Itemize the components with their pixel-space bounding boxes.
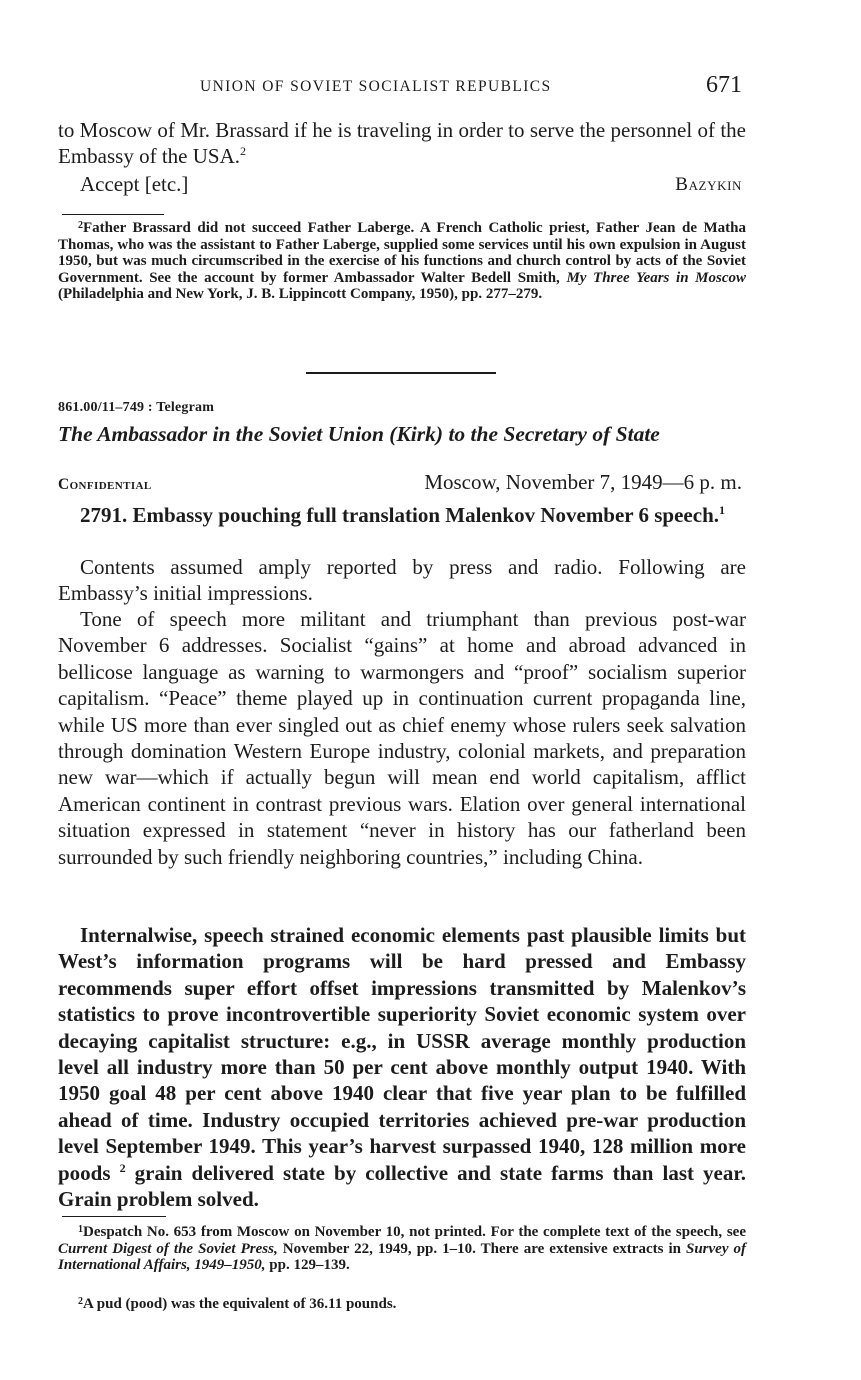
place-date: Moscow, November 7, 1949—6 p. m. [424, 470, 742, 494]
signature: Bazykin [675, 174, 742, 195]
title-part: The Ambassador in the Soviet Union ( [58, 422, 397, 446]
paragraph-3-text: Tone of speech more militant and triumphant than previous post-war November 6 addresses. Socialist “gains” at home and abroad advanced in bellicose language as warning to warmongers and “proof” socialism superior capitalism. “Peace” theme played up in continuation current propaganda line, while US more than ever singled out as chief enemy whose rulers seek salvation through domination Western Europe industry, colonial markets, and preparation new war—which if actually begun will mean end world capitalism, afflict American continent in contrast previous wars. Elation over general international situation expressed in statement “never in history has our fatherland been surrounded by such friendly neighboring countries,” including China. [58, 607, 746, 869]
paragraph-4 [58, 922, 746, 1212]
document-title [58, 422, 746, 447]
footnote-separator [62, 214, 164, 215]
paragraph-4-text: Internalwise, speech strained economic elements past plausible limits but West’s information programs will be hard pressed and Embassy recommends super effort offset impressions transmitted by Malenkov’s statistics to prove incontrovertible superiority Soviet economic system over decaying capitalist structure: e.g., in USSR average monthly production level all industry more than 50 per cent above monthly output 1940. With 1950 goal 48 per cent above 1940 clear that five year plan to be fulfilled ahead of time. Industry occupied territories achieved pre-war production level September 1949. This year’s harvest surpassed 1940, 128 million more poods [58, 923, 746, 1185]
dateline [58, 470, 746, 500]
footnote-1-text-2: November 22, 1949, pp. 1–10. There are extensive extracts in [282, 1240, 681, 1257]
page-number: 671 [706, 72, 742, 98]
footnote-marker: 2 [78, 220, 83, 231]
footnote-marker: 1 [78, 1224, 83, 1235]
footnote-marker: 2 [78, 1296, 83, 1307]
running-head: UNION OF SOVIET SOCIALIST REPUBLICS [200, 78, 552, 95]
carryover-text: to Moscow of Mr. Brassard if he is traveling in order to serve the personnel of the Embassy of the USA. [58, 118, 746, 169]
footnote-ref-2: 2 [240, 144, 246, 159]
footnote-1-title-2: Survey of International Affairs, 1949–1950, [58, 1240, 747, 1274]
footnote-2-top [58, 220, 746, 303]
classification: Confidential [58, 476, 152, 493]
footnote-1-title-1: Current Digest of the Soviet Press, [58, 1240, 278, 1257]
footnote-separator-bottom [62, 1216, 166, 1217]
footnote-2-bottom [58, 1296, 746, 1313]
closing-line [58, 172, 746, 200]
footnote-text: Father Brassard did not succeed Father Laberge. A French Catholic priest, Father Jean de Matha Thomas, who was the assistant to Father Laberge, supplied some services until his own expulsion in August 1950, but was much circumscribed in the exercise of his functions and church control by acts of the Soviet Government. See the account by former Ambassador Walter Bedell Smith, [58, 220, 746, 286]
page-header [58, 72, 746, 102]
paragraph-4-text-continued: grain delivered state by collective and state farms than last year. Grain problem solved. [58, 1160, 747, 1212]
footnote-ref-2b: 2 [119, 1160, 126, 1175]
paragraph-1-text: 2791. Embassy pouching full translation Malenkov November 6 speech. [80, 503, 719, 527]
footnote-1-text-3: pp. 129–139. [269, 1257, 350, 1274]
file-reference: 861.00/11–749 : Telegram [58, 400, 215, 415]
footnote-book-title: My Three Years in Moscow [566, 269, 746, 286]
footnote-2-text: A pud (pood) was the equivalent of 36.11 pounds. [83, 1296, 397, 1312]
paragraph-1 [58, 502, 746, 528]
footnote-text-continued: (Philadelphia and New York, J. B. Lippincott Company, 1950), pp. 277–279. [58, 286, 543, 303]
accept-etc: Accept [etc.] [80, 172, 189, 196]
title-name: Kirk [396, 422, 436, 446]
footnote-1-text: Despatch No. 653 from Moscow on November 10, not printed. For the complete text of the speech, see [83, 1224, 746, 1240]
title-part: ) to the Secretary of State [435, 422, 660, 446]
paragraph-3 [58, 606, 746, 870]
footnote-1 [58, 1224, 746, 1274]
paragraph-2 [58, 554, 746, 607]
carryover-paragraph [58, 117, 746, 170]
paragraph-2-text: Contents assumed amply reported by press and radio. Following are Embassy’s initial impressions. [58, 555, 746, 606]
section-divider [306, 372, 496, 374]
footnote-ref-1: 1 [719, 503, 725, 517]
